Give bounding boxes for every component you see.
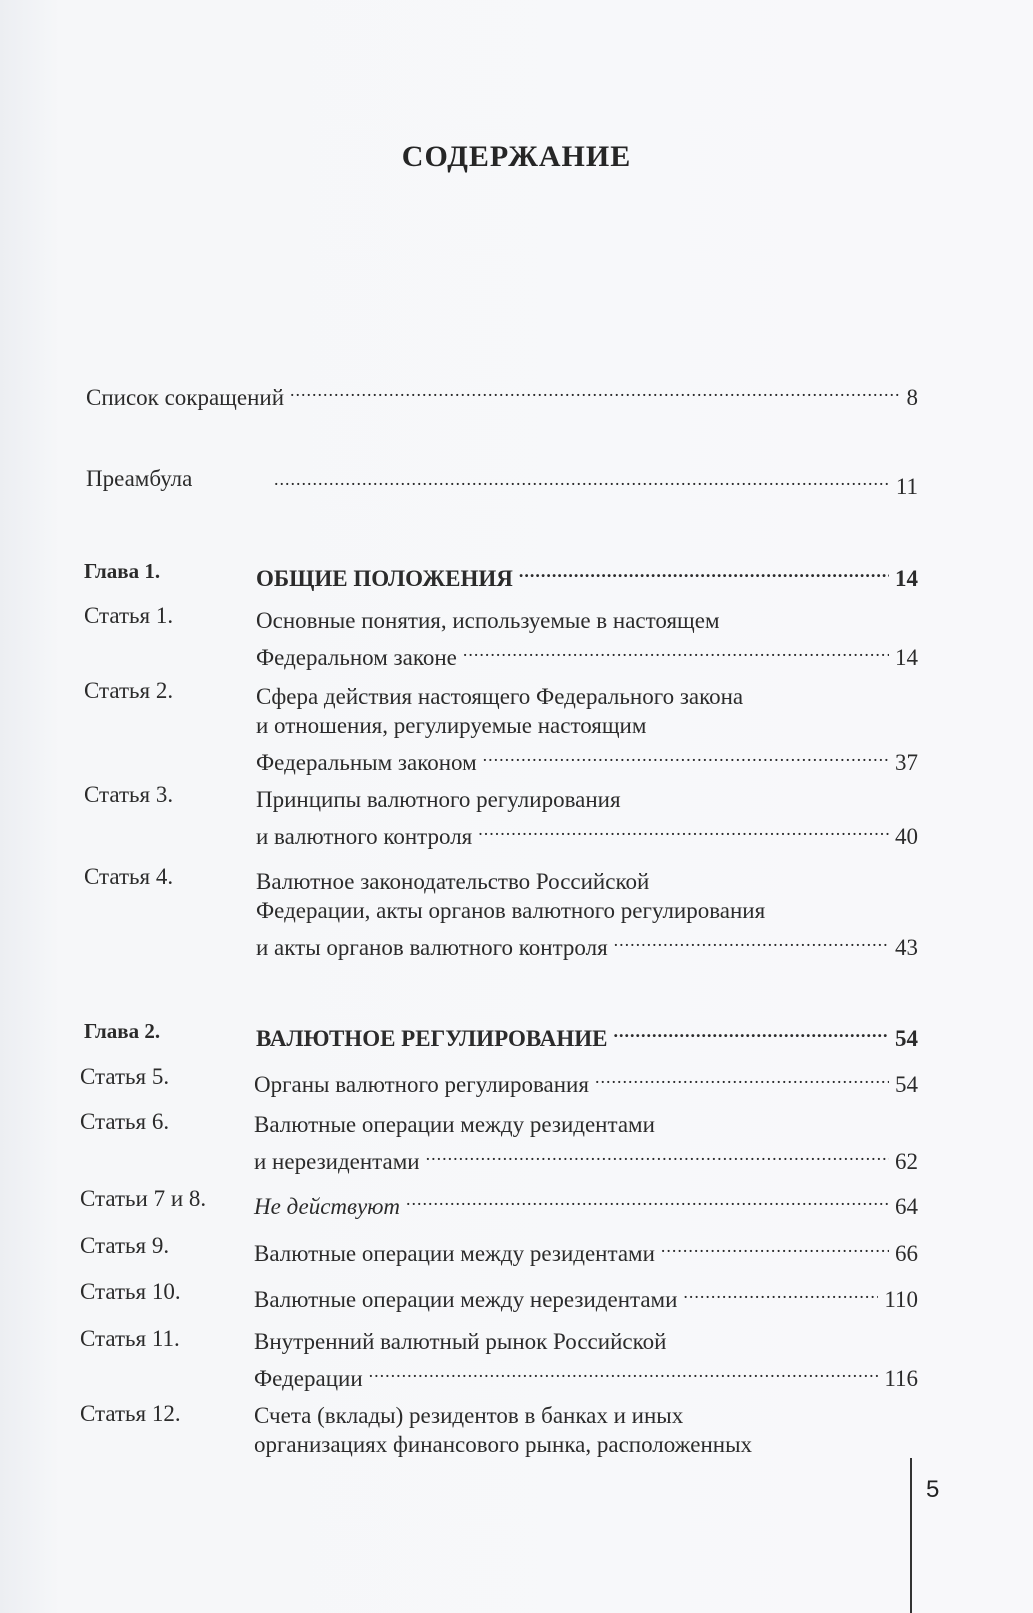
article-title-line: Федерации (254, 1366, 363, 1391)
leader-dots (614, 1016, 889, 1046)
entry-page: 62 (895, 1149, 918, 1174)
article-label: Статья 6. (80, 1109, 170, 1134)
leader-dots (369, 1356, 879, 1386)
article-title-line: Валютные операции между резидентами (254, 1241, 655, 1266)
toc-entry-chapter-2[interactable] (256, 1016, 918, 1054)
leader-dots (595, 1062, 889, 1092)
toc-entry-article-2[interactable] (256, 740, 918, 778)
chapter-label: Глава 2. (84, 1019, 161, 1043)
leader-dots (290, 375, 900, 405)
chapter-title: ОБЩИЕ ПОЛОЖЕНИЯ (256, 566, 513, 591)
entry-page: 8 (906, 385, 918, 410)
toc-entry-article-3[interactable] (256, 814, 918, 852)
toc-entry-article-5[interactable] (254, 1062, 918, 1100)
leader-dots (463, 635, 889, 665)
leader-dots (478, 814, 889, 844)
toc-entry-articles-7-8[interactable] (254, 1184, 918, 1222)
page-number: 5 (926, 1476, 940, 1503)
toc-entry-preamble-label[interactable]: Преамбула (86, 466, 193, 491)
article-title-line: Валютное законодательство Российской (256, 869, 650, 894)
entry-page: 54 (895, 1072, 918, 1097)
article-title-line: Основные понятия, используемые в настоящем (256, 608, 720, 633)
leader-dots (614, 925, 889, 955)
leader-dots (661, 1231, 889, 1261)
article-title-line: и нерезидентами (254, 1149, 420, 1174)
toc-entry-article-4[interactable] (256, 925, 918, 963)
article-title-line: и отношения, регулируемые настоящим (256, 713, 647, 738)
leader-dots (274, 464, 890, 494)
chapter-label: Глава 1. (84, 559, 161, 583)
entry-page: 14 (895, 566, 918, 591)
page-title: СОДЕРЖАНИЕ (401, 140, 632, 173)
article-label: Статья 9. (80, 1233, 170, 1258)
entry-page: 64 (895, 1194, 918, 1219)
article-title-line: Федеральным законом (256, 750, 477, 775)
article-label: Статья 11. (80, 1326, 180, 1351)
article-title-line: Счета (вклады) резидентов в банках и иных (254, 1403, 684, 1428)
article-title-line: Федеральном законе (256, 645, 457, 670)
entry-page: 14 (895, 645, 918, 670)
entry-text: Список сокращений (86, 385, 285, 410)
toc-entry-abbreviations[interactable] (86, 375, 918, 413)
entry-page: 37 (895, 750, 918, 775)
leader-dots (519, 556, 889, 586)
leader-dots (406, 1184, 889, 1214)
toc-entry-article-10[interactable] (254, 1277, 918, 1315)
article-label: Статья 2. (84, 678, 174, 703)
leader-dots (483, 740, 889, 770)
entry-page: 11 (895, 474, 918, 499)
article-label: Статья 10. (80, 1279, 181, 1304)
article-label: Статья 5. (80, 1064, 170, 1089)
entry-page: 66 (895, 1241, 918, 1266)
article-title-line: Принципы валютного регулирования (256, 787, 621, 812)
article-title-line: и акты органов валютного контроля (256, 935, 608, 960)
article-title-line: Органы валютного регулирования (254, 1072, 589, 1097)
leader-dots (426, 1139, 889, 1169)
toc-entry-article-11[interactable] (254, 1356, 918, 1394)
article-title-line: Внутренний валютный рынок Российской (254, 1329, 667, 1354)
article-title-line: Валютные операции между нерезидентами (254, 1287, 678, 1312)
article-label: Статьи 7 и 8. (80, 1186, 207, 1211)
article-label: Статья 4. (84, 864, 174, 889)
article-title-line: Валютные операции между резидентами (254, 1112, 655, 1137)
article-label: Статья 1. (84, 603, 174, 628)
article-title-line: Сфера действия настоящего Федерального закона (256, 684, 744, 709)
leader-dots (683, 1277, 878, 1307)
page-number-rule (910, 1458, 912, 1613)
entry-page: 110 (884, 1287, 918, 1312)
toc-entry-chapter-1[interactable] (256, 556, 918, 594)
article-title-line: и валютного контроля (256, 824, 473, 849)
toc-entry-article-9[interactable] (254, 1231, 918, 1269)
article-label: Статья 12. (80, 1401, 181, 1426)
toc-entry-preamble[interactable] (268, 464, 918, 502)
article-title-line: организациях финансового рынка, расположенных (254, 1432, 753, 1457)
entry-page: 116 (884, 1366, 918, 1391)
article-title-line: Не действуют (254, 1194, 401, 1219)
chapter-title: ВАЛЮТНОЕ РЕГУЛИРОВАНИЕ (256, 1026, 608, 1051)
entry-page: 40 (895, 824, 918, 849)
entry-page: 43 (895, 935, 918, 960)
toc-entry-article-6[interactable] (254, 1139, 918, 1177)
toc-entry-article-1[interactable] (256, 635, 918, 673)
article-title-line: Федерации, акты органов валютного регулирования (256, 898, 766, 923)
entry-page: 54 (895, 1026, 918, 1051)
article-label: Статья 3. (84, 782, 174, 807)
